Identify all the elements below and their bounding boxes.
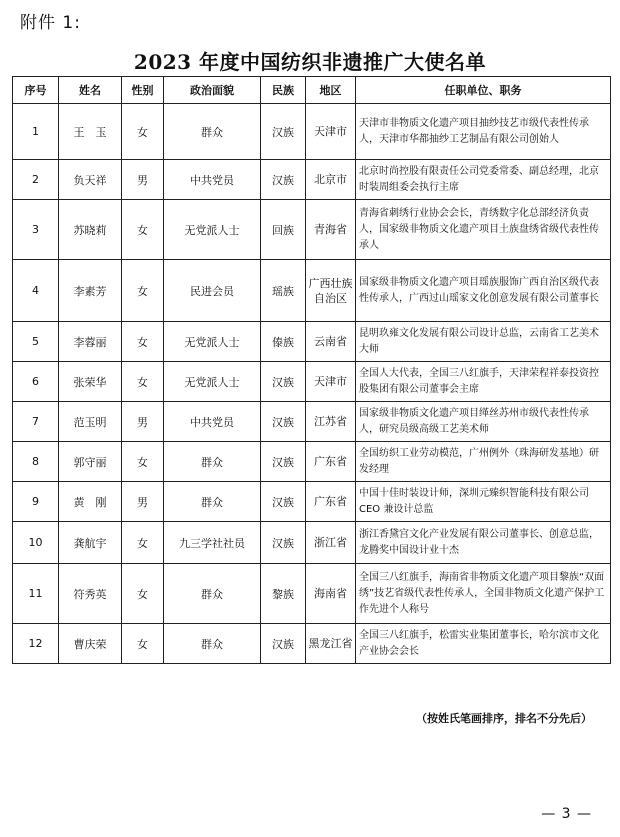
cell-political: 群众 (164, 564, 261, 624)
cell-duty: 全国纺织工业劳动模范，广州例外（珠海研发基地）研发经理 (356, 442, 611, 482)
cell-no: 6 (13, 362, 59, 402)
cell-duty: 天津市非物质文化遗产项目抽纱技艺市级代表性传承人，天津市华都抽纱工艺制品有限公司创始人 (356, 104, 611, 160)
cell-name: 王 玉 (59, 104, 122, 160)
table-row (13, 200, 611, 260)
cell-region: 广东省 (306, 442, 356, 482)
cell-ethnicity: 汉族 (261, 104, 306, 160)
cell-duty: 全国人大代表，全国三八红旗手，天津荣程祥泰投资控股集团有限公司董事会主席 (356, 362, 611, 402)
cell-region: 天津市 (306, 104, 356, 160)
cell-name: 符秀英 (59, 564, 122, 624)
cell-political: 中共党员 (164, 160, 261, 200)
col-header-no: 序号 (13, 77, 59, 104)
cell-ethnicity: 回族 (261, 200, 306, 260)
cell-duty: 全国三八红旗手，海南省非物质文化遗产项目黎族“双面绣”技艺省级代表性传承人，全国非物质文化遗产保护工作先进个人称号 (356, 564, 611, 624)
cell-gender: 男 (122, 160, 164, 200)
cell-political: 群众 (164, 482, 261, 522)
col-header-political: 政治面貌 (164, 77, 261, 104)
ambassador-table (12, 76, 611, 664)
cell-duty: 昆明玖雍文化发展有限公司设计总监，云南省工艺美术大师 (356, 322, 611, 362)
cell-ethnicity: 汉族 (261, 624, 306, 664)
cell-name: 李蓉丽 (59, 322, 122, 362)
sort-note: （按姓氏笔画排序，排名不分先后） (416, 712, 592, 725)
cell-name: 张荣华 (59, 362, 122, 402)
cell-ethnicity: 黎族 (261, 564, 306, 624)
cell-name: 负天祥 (59, 160, 122, 200)
cell-region: 浙江省 (306, 522, 356, 564)
table-row (13, 322, 611, 362)
cell-political: 无党派人士 (164, 200, 261, 260)
cell-ethnicity: 汉族 (261, 160, 306, 200)
cell-region: 江苏省 (306, 402, 356, 442)
cell-duty: 国家级非物质文化遗产项目瑶族服饰广西自治区级代表性传承人，广西过山瑶家文化创意发展有限公司董事长 (356, 260, 611, 322)
attachment-label: 附件 1: (20, 13, 81, 33)
cell-name: 范玉明 (59, 402, 122, 442)
cell-region: 广西壮族自治区 (306, 260, 356, 322)
cell-political: 无党派人士 (164, 362, 261, 402)
table-row (13, 362, 611, 402)
cell-ethnicity: 傣族 (261, 322, 306, 362)
cell-ethnicity: 汉族 (261, 362, 306, 402)
table-row (13, 624, 611, 664)
cell-gender: 女 (122, 104, 164, 160)
cell-gender: 女 (122, 522, 164, 564)
cell-gender: 女 (122, 362, 164, 402)
cell-no: 5 (13, 322, 59, 362)
col-header-ethnicity: 民族 (261, 77, 306, 104)
cell-gender: 女 (122, 564, 164, 624)
cell-gender: 女 (122, 442, 164, 482)
cell-gender: 女 (122, 260, 164, 322)
table-header-row (13, 77, 611, 104)
table-row (13, 260, 611, 322)
cell-political: 无党派人士 (164, 322, 261, 362)
cell-political: 中共党员 (164, 402, 261, 442)
cell-ethnicity: 瑶族 (261, 260, 306, 322)
cell-duty: 浙江香黛宫文化产业发展有限公司董事长、创意总监，龙腾奖中国设计业十杰 (356, 522, 611, 564)
cell-duty: 北京时尚控股有限责任公司党委常委、副总经理，北京时装周组委会执行主席 (356, 160, 611, 200)
cell-no: 11 (13, 564, 59, 624)
cell-no: 7 (13, 402, 59, 442)
col-header-gender: 性别 (122, 77, 164, 104)
page-title: 2023 年度中国纺织非遗推广大使名单 (133, 50, 487, 74)
cell-name: 龚航宇 (59, 522, 122, 564)
cell-no: 3 (13, 200, 59, 260)
table-row (13, 442, 611, 482)
table-row (13, 104, 611, 160)
page-number: — 3 — (541, 806, 592, 822)
cell-gender: 女 (122, 322, 164, 362)
cell-gender: 女 (122, 200, 164, 260)
table-row (13, 522, 611, 564)
cell-duty: 全国三八红旗手，松雷实业集团董事长，哈尔滨市文化产业协会会长 (356, 624, 611, 664)
cell-no: 1 (13, 104, 59, 160)
cell-region: 天津市 (306, 362, 356, 402)
cell-region: 广东省 (306, 482, 356, 522)
col-header-region: 地区 (306, 77, 356, 104)
cell-no: 4 (13, 260, 59, 322)
table-row (13, 402, 611, 442)
cell-ethnicity: 汉族 (261, 402, 306, 442)
cell-duty: 国家级非物质文化遗产项目缂丝苏州市级代表性传承人，研究员级高级工艺美术师 (356, 402, 611, 442)
cell-political: 民进会员 (164, 260, 261, 322)
cell-name: 曹庆荣 (59, 624, 122, 664)
cell-region: 云南省 (306, 322, 356, 362)
cell-region: 海南省 (306, 564, 356, 624)
cell-ethnicity: 汉族 (261, 442, 306, 482)
table-row (13, 160, 611, 200)
cell-ethnicity: 汉族 (261, 482, 306, 522)
cell-region: 青海省 (306, 200, 356, 260)
cell-name: 李素芳 (59, 260, 122, 322)
cell-political: 群众 (164, 104, 261, 160)
table-row (13, 564, 611, 624)
cell-political: 群众 (164, 624, 261, 664)
cell-name: 黄 刚 (59, 482, 122, 522)
col-header-name: 姓名 (59, 77, 122, 104)
cell-gender: 女 (122, 624, 164, 664)
cell-political: 九三学社社员 (164, 522, 261, 564)
cell-no: 2 (13, 160, 59, 200)
cell-no: 12 (13, 624, 59, 664)
table-row (13, 482, 611, 522)
cell-no: 8 (13, 442, 59, 482)
cell-region: 北京市 (306, 160, 356, 200)
cell-gender: 男 (122, 402, 164, 442)
cell-political: 群众 (164, 442, 261, 482)
cell-name: 苏晓莉 (59, 200, 122, 260)
cell-name: 郭守丽 (59, 442, 122, 482)
col-header-duty: 任职单位、职务 (356, 77, 611, 104)
cell-no: 10 (13, 522, 59, 564)
cell-no: 9 (13, 482, 59, 522)
cell-ethnicity: 汉族 (261, 522, 306, 564)
cell-gender: 男 (122, 482, 164, 522)
cell-region: 黑龙江省 (306, 624, 356, 664)
cell-duty: 青海省刺绣行业协会会长，青绣数字化总部经济负责人，国家级非物质文化遗产项目土族盘绣省级代表性传承人 (356, 200, 611, 260)
cell-duty: 中国十佳时装设计师，深圳元臻织智能科技有限公司 CEO 兼设计总监 (356, 482, 611, 522)
